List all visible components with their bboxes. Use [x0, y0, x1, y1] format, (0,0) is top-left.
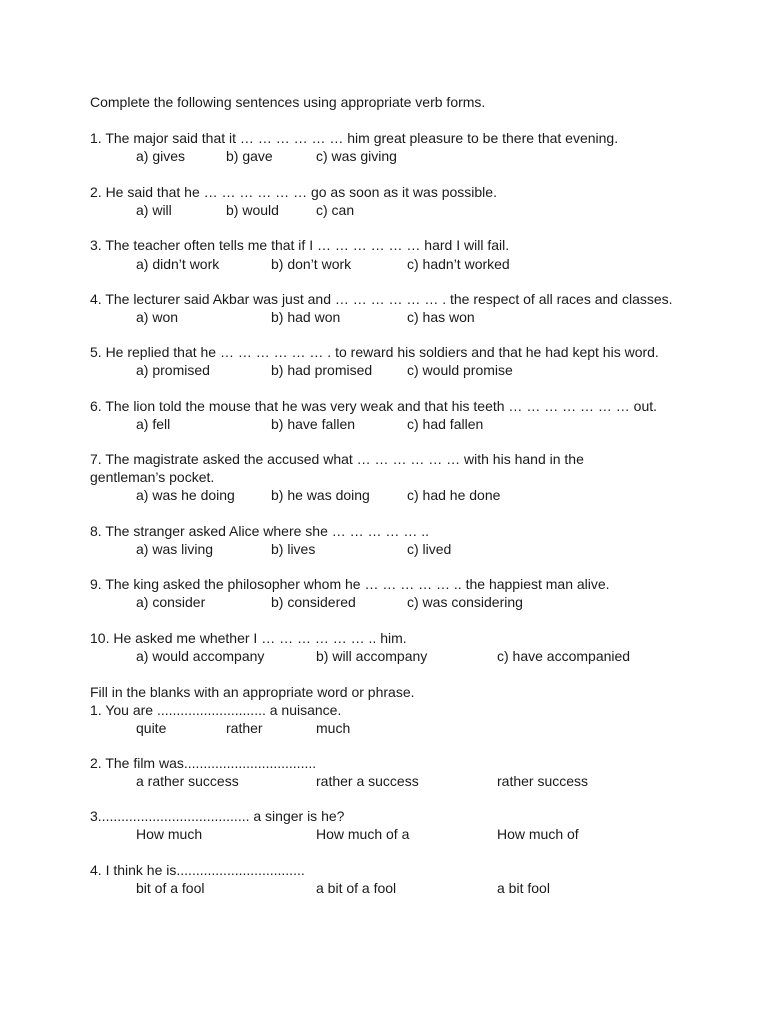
question-7-continued: gentleman’s pocket.	[90, 469, 215, 485]
option-c: c) had he done	[407, 487, 501, 503]
blank-question-4: 4. I think he is.................................	[90, 862, 305, 878]
option-3: a bit fool	[497, 880, 550, 896]
option-a: a) promised	[136, 362, 210, 378]
option-2: How much of a	[316, 826, 410, 842]
option-c: c) have accompanied	[497, 648, 631, 664]
question-8: 8. The stranger asked Alice where she … … … … … ..	[90, 523, 429, 539]
option-a: a) won	[136, 309, 179, 325]
option-c: c) had fallen	[407, 416, 484, 432]
option-a: a) will	[136, 202, 172, 218]
option-2: a bit of a fool	[316, 880, 397, 896]
blank-question-1: 1. You are ............................ a nuisance.	[90, 702, 342, 718]
question-3: 3. The teacher often tells me that if I … … … … … … hard I will fail.	[90, 237, 510, 253]
option-b: b) would	[226, 202, 279, 218]
option-a: a) gives	[136, 148, 186, 164]
blank-question-2: 2. The film was..................................	[90, 755, 317, 771]
option-3: much	[316, 720, 351, 736]
option-2: rather a success	[316, 773, 419, 789]
option-b: b) considered	[271, 594, 356, 610]
option-1: bit of a fool	[136, 880, 205, 896]
option-b: b) he was doing	[271, 487, 370, 503]
option-b: b) don’t work	[271, 256, 352, 272]
option-a: a) didn’t work	[136, 256, 220, 272]
option-b: b) have fallen	[271, 416, 356, 432]
option-a: a) consider	[136, 594, 206, 610]
option-2: rather	[226, 720, 263, 736]
instructions-fill-blanks: Fill in the blanks with an appropriate word or phrase.	[90, 684, 415, 700]
option-a: a) would accompany	[136, 648, 265, 664]
option-c: c) would promise	[407, 362, 513, 378]
option-a: a) was he doing	[136, 487, 235, 503]
option-c: c) can	[316, 202, 355, 218]
option-c: c) was giving	[316, 148, 397, 164]
question-7: 7. The magistrate asked the accused what … … … … … … with his hand in the	[90, 451, 584, 467]
question-6: 6. The lion told the mouse that he was very weak and that his teeth … … … … … … … out.	[90, 398, 658, 414]
option-3: rather success	[497, 773, 589, 789]
option-a: a) fell	[136, 416, 171, 432]
question-5: 5. He replied that he … … … … … … . to reward his soldiers and that he had kept his word.	[90, 344, 659, 360]
question-2: 2. He said that he … … … … … … go as soon as it was possible.	[90, 184, 497, 200]
option-c: c) has won	[407, 309, 475, 325]
option-1: a rather success	[136, 773, 239, 789]
instructions-verb-forms: Complete the following sentences using appropriate verb forms.	[90, 94, 486, 110]
option-b: b) gave	[226, 148, 273, 164]
option-c: c) hadn’t worked	[407, 256, 510, 272]
blank-question-3: 3....................................... a singer is he?	[90, 808, 345, 824]
question-1: 1. The major said that it … … … … … … him great pleasure to be there that evening.	[90, 130, 619, 146]
question-9: 9. The king asked the philosopher whom he … … … … … .. the happiest man alive.	[90, 576, 610, 592]
option-a: a) was living	[136, 541, 214, 557]
option-b: b) will accompany	[316, 648, 428, 664]
option-b: b) had won	[271, 309, 341, 325]
option-1: quite	[136, 720, 167, 736]
option-b: b) had promised	[271, 362, 373, 378]
option-3: How much of	[497, 826, 579, 842]
option-1: How much	[136, 826, 203, 842]
question-10: 10. He asked me whether I … … … … … … .. him.	[90, 630, 407, 646]
question-4: 4. The lecturer said Akbar was just and … … … … … … . the respect of all races and classes.	[90, 291, 673, 307]
option-b: b) lives	[271, 541, 316, 557]
option-c: c) lived	[407, 541, 452, 557]
option-c: c) was considering	[407, 594, 523, 610]
